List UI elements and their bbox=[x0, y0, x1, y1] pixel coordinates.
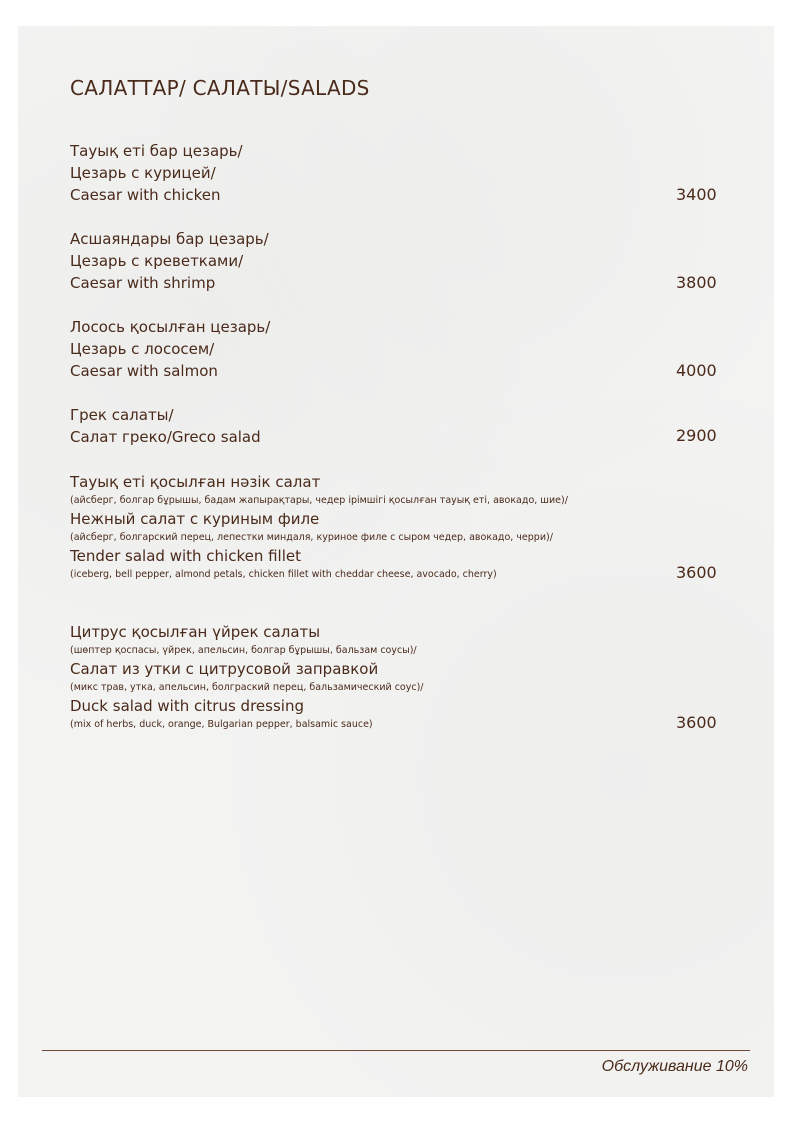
item-desc-kz: (айсберг, болгар бұрышы, бадам жапырақтары, чедер ірімшігі қосылған тауық еті, авокадо, шие)/ bbox=[70, 495, 568, 506]
item-name-kz: Тауық еті бар цезарь/ bbox=[70, 142, 243, 160]
item-name-ru: Цезарь с лососем/ bbox=[70, 340, 215, 358]
service-charge-note: Обслуживание 10% bbox=[601, 1058, 748, 1075]
item-price: 2900 bbox=[676, 426, 717, 445]
item-price: 4000 bbox=[676, 361, 717, 380]
menu-item-duck-salad bbox=[70, 622, 720, 733]
item-desc-ru: (микс трав, утка, апельсин, болграский перец, бальзамический соус)/ bbox=[70, 682, 424, 693]
footer-divider bbox=[42, 1050, 750, 1051]
item-name-en: Caesar with shrimp bbox=[70, 274, 216, 292]
item-name-kz: Грек салаты/ bbox=[70, 406, 174, 424]
item-name-kz: Тауық еті қосылған нәзік салат bbox=[70, 473, 321, 491]
item-desc-en: (mix of herbs, duck, orange, Bulgarian pepper, balsamic sauce) bbox=[70, 719, 373, 730]
item-price: 3400 bbox=[676, 185, 717, 204]
menu-item-caesar-shrimp bbox=[70, 228, 720, 294]
item-price: 3800 bbox=[676, 273, 717, 292]
item-name-ru-en: Салат греко/Greco salad bbox=[70, 428, 261, 446]
item-name-kz: Лосось қосылған цезарь/ bbox=[70, 318, 271, 336]
item-name-ru: Цезарь с креветками/ bbox=[70, 252, 244, 270]
item-desc-kz: (шөптер қоспасы, үйрек, апельсин, болгар бұрышы, бальзам соусы)/ bbox=[70, 645, 417, 656]
item-name-ru: Салат из утки с цитрусовой заправкой bbox=[70, 660, 379, 678]
item-name-en: Caesar with salmon bbox=[70, 362, 218, 380]
item-name-en: Duck salad with citrus dressing bbox=[70, 697, 304, 715]
item-desc-ru: (айсберг, болгарский перец, лепестки миндаля, куриное филе с сыром чедер, авокадо, черри)/ bbox=[70, 532, 553, 543]
menu-item-tender-salad bbox=[70, 472, 720, 583]
item-name-kz: Цитрус қосылған үйрек салаты bbox=[70, 623, 321, 641]
item-price: 3600 bbox=[676, 563, 717, 582]
item-name-en: Caesar with chicken bbox=[70, 186, 221, 204]
menu-item-greco-salad bbox=[70, 404, 720, 448]
item-name-kz: Асшаяндары бар цезарь/ bbox=[70, 230, 269, 248]
item-desc-en: (iceberg, bell pepper, almond petals, chicken fillet with cheddar cheese, avocado, cherry) bbox=[70, 569, 497, 580]
menu-item-caesar-chicken bbox=[70, 140, 720, 206]
section-title: САЛАТТАР/ САЛАТЫ/SALADS bbox=[70, 76, 370, 100]
item-name-ru: Нежный салат с куриным филе bbox=[70, 510, 320, 528]
item-price: 3600 bbox=[676, 713, 717, 732]
item-name-ru: Цезарь с курицей/ bbox=[70, 164, 216, 182]
menu-item-caesar-salmon bbox=[70, 316, 720, 382]
item-name-en: Tender salad with chicken fillet bbox=[70, 547, 301, 565]
